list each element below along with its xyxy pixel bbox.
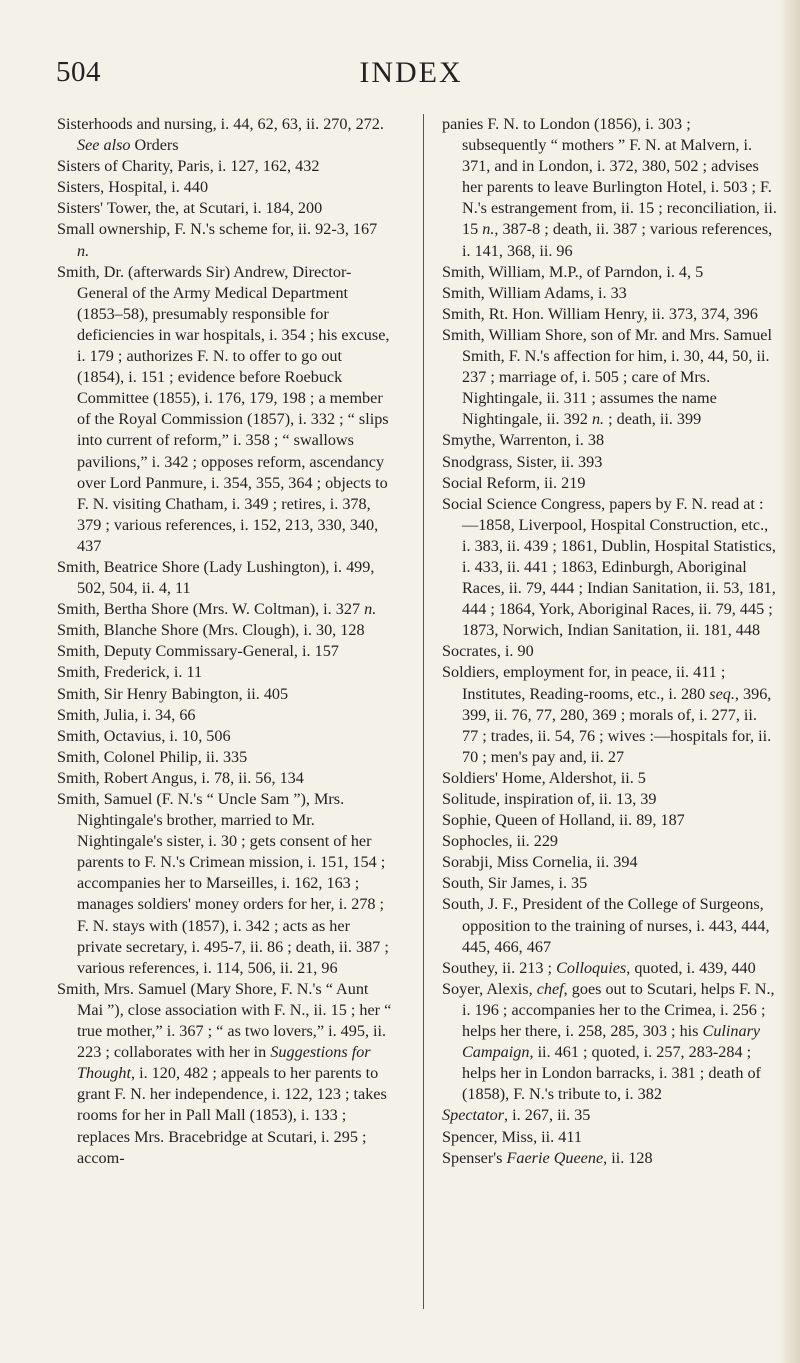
index-entry: Sophie, Queen of Holland, ii. 89, 187 xyxy=(442,811,685,830)
index-entry: Smith, Colonel Philip, ii. 335 xyxy=(57,747,248,766)
index-entry: Smith, Octavius, i. 10, 506 xyxy=(57,726,231,745)
index-entry: Smith, Sir Henry Babington, ii. 405 xyxy=(57,684,289,703)
index-entry: Sisters' Tower, the, at Scutari, i. 184, 200 xyxy=(57,199,323,218)
index-entry: Social Science Congress, papers by F. N. read at :—1858, Liverpool, Hospital Construction, etc., i. 383, ii. 439 ; 1861, Dublin, Hospital Statistics, i. 433, ii. 441 ; 1863, Edinburgh, Aboriginal Races, ii. 79, 444 ; Indian Sanitation, ii. 53, 181, 444 ; 1864, York, Aboriginal Races, ii. 79, 445 ; 1873, Norwich, Indian Sanitation, ii. 181, 448 xyxy=(442,494,776,640)
index-entry: Solitude, inspiration of, ii. 13, 39 xyxy=(442,790,657,808)
index-entry: Smythe, Warrenton, i. 38 xyxy=(442,431,605,450)
running-title: INDEX xyxy=(359,56,463,89)
index-entry: Smith, Frederick, i. 11 xyxy=(57,663,203,682)
index-entry: Sophocles, ii. 229 xyxy=(442,832,559,851)
index-entry: Smith, William Shore, son of Mr. and Mrs. Samuel Smith, F. N.'s affection for him, i. 30, 44, 50, ii. 237 ; marriage of, i. 505 ; care of Mrs. Nightingale, ii. 311 ; assumes the name Nightingale, ii. 392 n. ; death, ii. 399 xyxy=(442,325,772,429)
column-divider xyxy=(423,114,424,1309)
index-entry: Smith, Samuel (F. N.'s “ Uncle Sam ”), Mrs. Nightingale's brother, married to Mr. Nightingale's sister, i. 30 ; gets consent of her parents to F. N.'s Crimean mission, i. 151, 154 ; accompanies her to Marseilles, i. 162, 163 ; manages soldiers' money orders for her, i. 278 ; F. N. stays with (1857), i. 342 ; acts as her private secretary, i. 495-7, ii. 86 ; death, ii. 387 ; various references, i. 114, 506, ii. 21, 96 xyxy=(57,790,389,977)
index-entry: Socrates, i. 90 xyxy=(442,642,534,661)
index-entry: Spencer, Miss, ii. 411 xyxy=(442,1127,582,1146)
index-entry: Smith, Julia, i. 34, 66 xyxy=(57,705,196,724)
index-entry: Soldiers, employment for, in peace, ii. 411 ; Institutes, Reading-rooms, etc., i. 280 seq., 396, 399, ii. 76, 77, 280, 369 ; morals of, i. 277, ii. 77 ; trades, ii. 54, 76 ; wives :—hospitals for, ii. 70 ; men's pay and, ii. 27 xyxy=(442,663,772,766)
index-entry: Sisters, Hospital, i. 440 xyxy=(57,178,209,197)
index-entry: Soyer, Alexis, chef, goes out to Scutari, helps F. N., i. 196 ; accompanies her to the Crimea, i. 256 ; helps her there, i. 258, 285, 303 ; his Culinary Campaign, ii. 461 ; quoted, i. 257, 283-284 ; helps her in London barracks, i. 381 ; death of (1858), F. N.'s tribute to, i. 382 xyxy=(442,979,775,1104)
index-entry: Spectator, i. 267, ii. 35 xyxy=(442,1106,591,1125)
index-entry: Smith, Rt. Hon. William Henry, ii. 373, 374, 396 xyxy=(442,304,758,323)
index-entry: Sisterhoods and nursing, i. 44, 62, 63, ii. 270, 272. See also Orders xyxy=(57,115,384,155)
index-entry: Smith, William, M.P., of Parndon, i. 4, 5 xyxy=(442,262,704,281)
index-entry: Smith, Beatrice Shore (Lady Lushington), i. 499, 502, 504, ii. 4, 11 xyxy=(57,557,375,598)
index-entry: Smith, Blanche Shore (Mrs. Clough), i. 30, 128 xyxy=(57,621,365,640)
index-entry: Snodgrass, Sister, ii. 393 xyxy=(442,452,603,471)
index-entry: Smith, Bertha Shore (Mrs. W. Coltman), i. 327 n. xyxy=(57,600,377,619)
index-entry: Sorabji, Miss Cornelia, ii. 394 xyxy=(442,853,638,872)
index-entry: Smith, Robert Angus, i. 78, ii. 56, 134 xyxy=(57,768,304,787)
index-entry: Southey, ii. 213 ; Colloquies, quoted, i. 439, 440 xyxy=(442,958,756,977)
index-entry: Smith, Deputy Commissary-General, i. 157 xyxy=(57,642,339,661)
index-entry: Smith, Mrs. Samuel (Mary Shore, F. N.'s “ Aunt Mai ”), close association with F. N., ii. 15 ; her “ true mother,” i. 367 ; “ as two lovers,” i. 495, ii. 223 ; collaborates with her in Suggestions for Thought, i. 120, 482 ; appeals to her parents to grant F. N. her independence, i. 122, 123 ; takes rooms for her in Pall Mall (1853), i. 133 ; replaces Mrs. Bracebridge at Scutari, i. 295 ; accom- xyxy=(57,979,392,1167)
index-entry: South, J. F., President of the College of Surgeons, opposition to the training of nurses, i. 443, 444, 445, 466, 467 xyxy=(442,895,770,956)
page-number: 504 xyxy=(56,56,101,88)
page-header xyxy=(56,56,706,106)
index-entry: South, Sir James, i. 35 xyxy=(442,874,588,893)
index-column-right xyxy=(442,114,777,1169)
index-entry: Spenser's Faerie Queene, ii. 128 xyxy=(442,1148,653,1167)
index-entry: Smith, Dr. (afterwards Sir) Andrew, Director-General of the Army Medical Department (1853–58), presumably responsible for deficiencies in war hospitals, i. 354 ; his excuse, i. 179 ; authorizes F. N. to offer to go out (1854), i. 151 ; evidence before Roebuck Committee (1855), i. 176, 179, 198 ; a member of the Royal Commission (1857), i. 332 ; “ slips into current of reform,” i. 358 ; “ swallows pavilions,” i. 342 ; opposes reform, ascendancy over Lord Panmure, i. 354, 355, 364 ; objects to F. N. visiting Chatham, i. 349 ; retires, i. 378, 379 ; various references, i. 152, 213, 330, 340, 437 xyxy=(57,262,390,555)
index-entry: Soldiers' Home, Aldershot, ii. 5 xyxy=(442,768,646,787)
index-entry: Social Reform, ii. 219 xyxy=(442,473,586,492)
page-edge xyxy=(778,0,800,1363)
index-column-left xyxy=(57,114,392,1169)
index-entry: Smith, William Adams, i. 33 xyxy=(442,283,627,302)
index-entry: Small ownership, F. N.'s scheme for, ii. 92-3, 167 n. xyxy=(57,220,378,260)
index-entry: Sisters of Charity, Paris, i. 127, 162, 432 xyxy=(57,157,320,176)
index-entry: panies F. N. to London (1856), i. 303 ; subsequently “ mothers ” F. N. at Malvern, i. 371, and in London, i. 372, 380, 502 ; advises her parents to leave Burlington Hotel, i. 503 ; F. N.'s estrangement from, ii. 15 ; reconciliation, ii. 15 n., 387-8 ; death, ii. 387 ; various references, i. 141, 368, ii. 96 xyxy=(442,115,777,260)
